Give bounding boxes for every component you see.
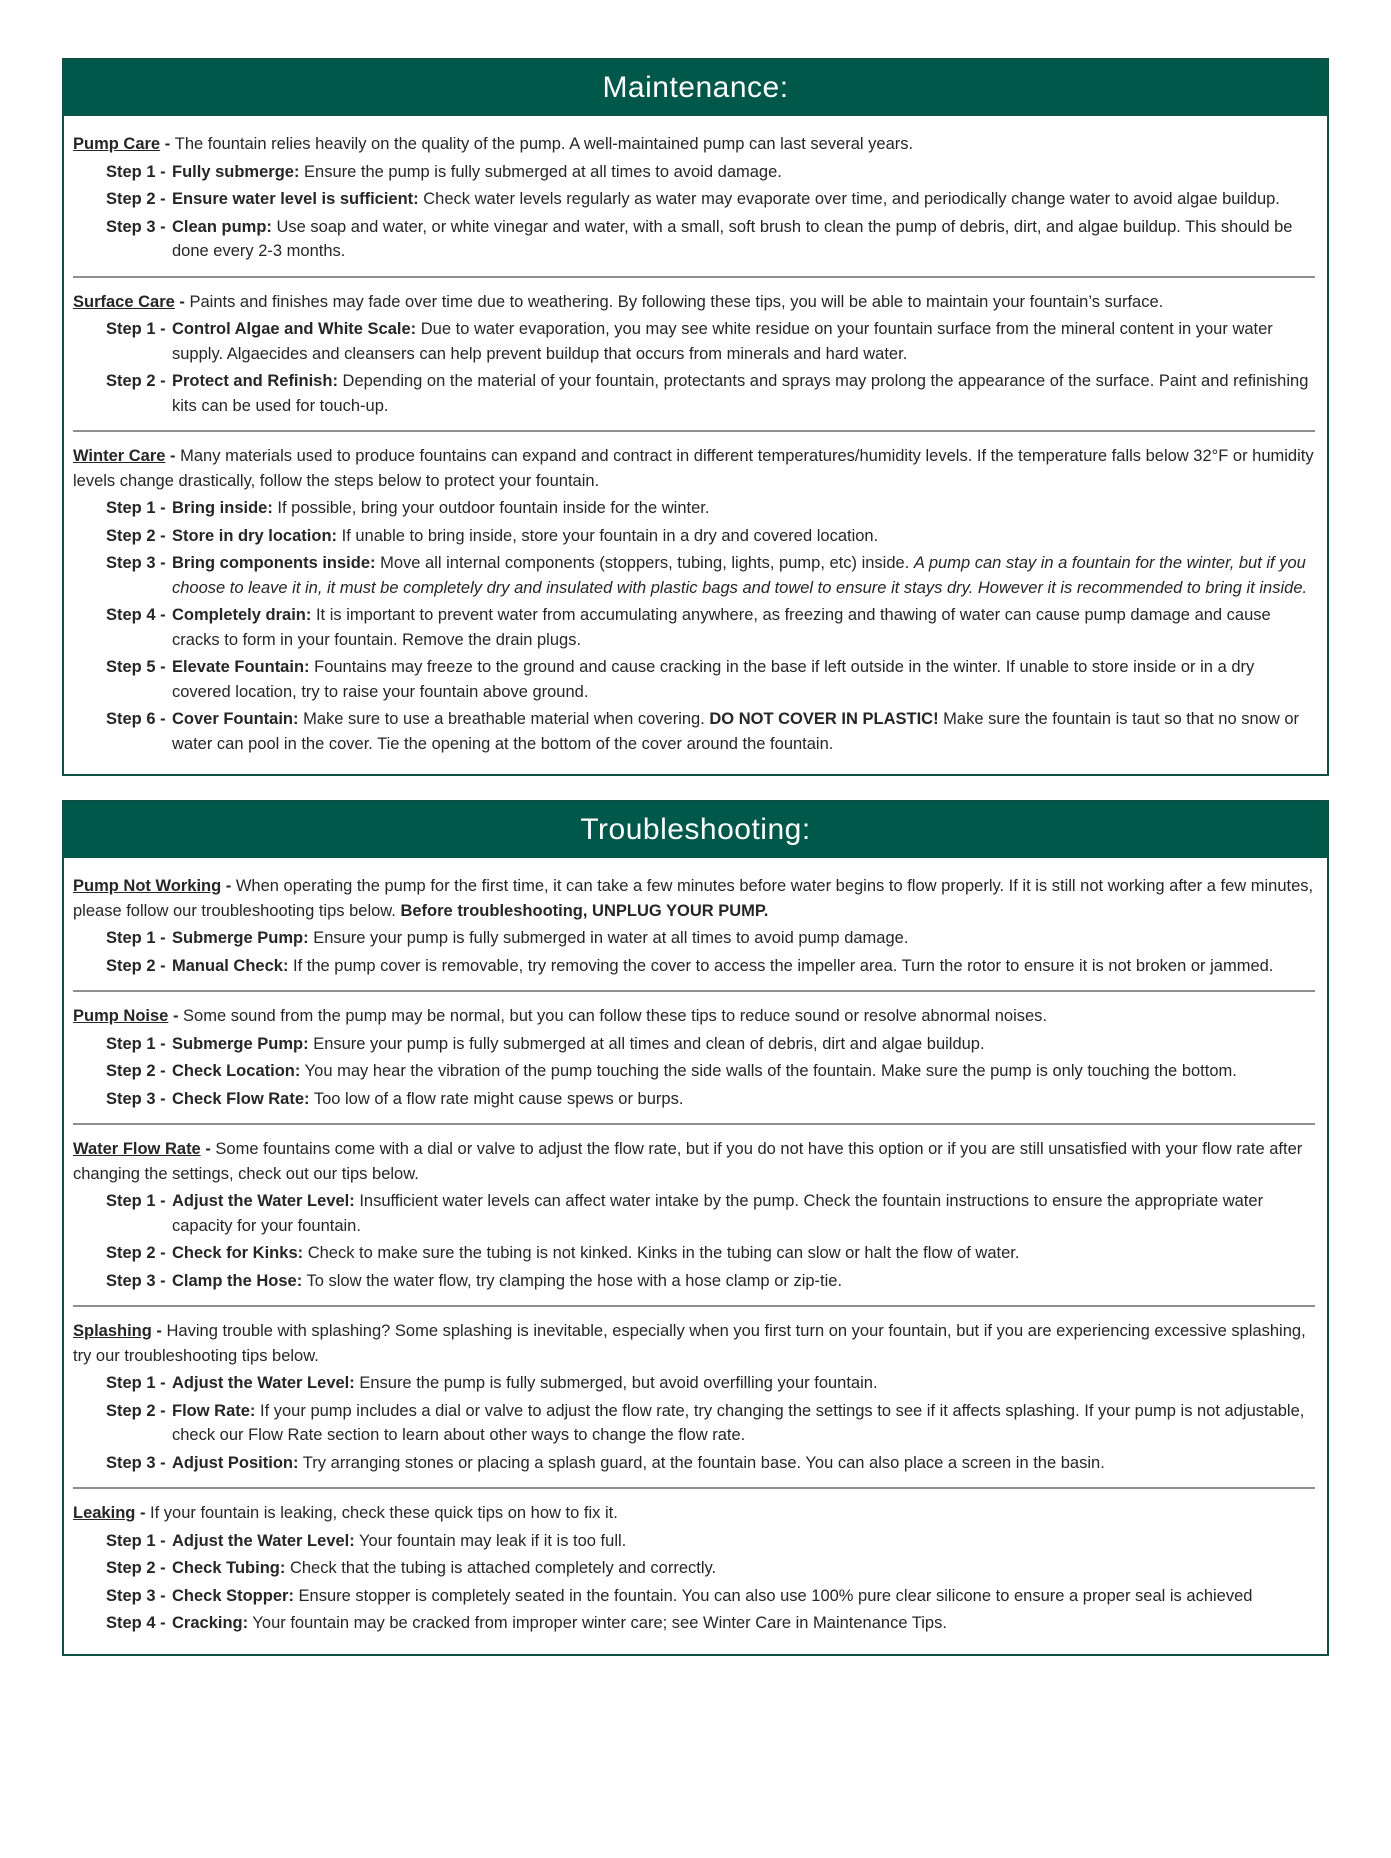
step-body — [172, 1032, 1315, 1057]
step-text: If possible, bring your outdoor fountain inside for the winter. — [272, 499, 710, 517]
step-text: You may hear the vibration of the pump touching the side walls of the fountain. Make sure the pump is only touching the bottom. — [300, 1062, 1237, 1080]
step-body — [172, 1059, 1315, 1084]
step-text: Ensure the pump is fully submerged, but avoid overfilling your fountain. — [354, 1374, 878, 1392]
step-body — [172, 1451, 1315, 1476]
step-row — [106, 1584, 1315, 1609]
step-text: Move all internal components (stoppers, tubing, lights, pump, etc) inside. — [375, 554, 914, 572]
step-text: Check water levels regularly as water may evaporate over time, and periodically change water to avoid algae buildup. — [418, 190, 1280, 208]
troubleshooting-panel — [62, 800, 1329, 1656]
step-label: Step 2 - — [106, 1244, 166, 1262]
step-body — [172, 1189, 1315, 1238]
group-intro-pump-care — [73, 132, 1315, 157]
section-divider — [73, 990, 1315, 992]
step-body — [172, 1087, 1315, 1112]
document — [0, 58, 1391, 1656]
section-divider — [73, 430, 1315, 432]
step-row — [106, 317, 1315, 366]
step-title: Check Tubing: — [172, 1559, 286, 1577]
step-text: If your pump includes a dial or valve to adjust the flow rate, try changing the settings to see if it affects splashing. If your pump is not adjustable, check our Flow Rate section to learn about other ways to change the flow rate. — [172, 1401, 1305, 1444]
step-row — [106, 524, 1315, 549]
step-label: Step 6 - — [106, 710, 166, 728]
step-body — [172, 215, 1315, 264]
intro-text: Some sound from the pump may be normal, but you can follow these tips to reduce sound or resolve abnormal noises. — [183, 1007, 1047, 1025]
heading-separator: - — [168, 1007, 184, 1025]
step-title: Cracking: — [172, 1614, 249, 1632]
group-heading: Water Flow Rate — [73, 1140, 201, 1158]
step-label: Step 3 - — [106, 1089, 166, 1108]
step-label: Step 1 - — [106, 1374, 166, 1392]
step-text: If the pump cover is removable, try removing the cover to access the impeller area. Turn the rotor to ensure it is not broken or jammed. — [288, 956, 1274, 975]
step-label: Step 2 - — [106, 1062, 166, 1080]
step-text: Ensure the pump is fully submerged at all times to avoid damage. — [299, 162, 782, 181]
step-row — [106, 160, 1315, 185]
step-text: Your fountain may be cracked from improper winter care; see Winter Care in Maintenance Tips. — [248, 1614, 947, 1632]
step-title: Adjust Position: — [172, 1453, 299, 1472]
step-label: Step 1 - — [106, 1034, 166, 1053]
step-title: Adjust the Water Level: — [172, 1374, 355, 1392]
step-text: Fountains may freeze to the ground and cause cracking in the base if left outside in the winter. If unable to store inside or in a dry covered location, try to raise your fountain above ground. — [172, 658, 1255, 701]
step-body — [172, 160, 1315, 185]
step-body — [172, 655, 1315, 704]
step-title: Cover Fountain: — [172, 710, 299, 728]
group-heading: Pump Not Working — [73, 877, 222, 895]
step-label: Step 1 - — [106, 162, 166, 181]
step-text: Your fountain may leak if it is too full. — [354, 1531, 627, 1550]
step-title: Store in dry location: — [172, 526, 338, 545]
step-row — [106, 1241, 1315, 1266]
maintenance-panel — [62, 58, 1329, 776]
step-title: Check Stopper: — [172, 1586, 294, 1605]
step-text: Make sure the fountain is taut so that no snow or water can pool in the cover. Tie the opening at the bottom of the cover around the fountain. — [172, 710, 1300, 753]
step-label: Step 2 - — [106, 1559, 166, 1577]
step-row — [106, 1451, 1315, 1476]
panel-body — [64, 116, 1327, 774]
step-body — [172, 317, 1315, 366]
group-intro-pump-not-working — [73, 874, 1315, 923]
step-text: Due to water evaporation, you may see white residue on your fountain surface from the mineral content in your water supply. Algaecides and cleansers can help prevent buildup that occurs from minerals and hard water. — [172, 320, 1273, 363]
intro-text: Paints and finishes may fade over time due to weathering. By following these tips, you will be able to maintain your fountain’s surface. — [189, 292, 1164, 311]
group-intro-splashing — [73, 1319, 1315, 1368]
step-label: Step 3 - — [106, 1586, 166, 1605]
heading-separator: - — [174, 292, 190, 311]
step-body — [172, 1611, 1315, 1636]
step-text: Check that the tubing is attached completely and correctly. — [285, 1559, 717, 1577]
step-body — [172, 603, 1315, 652]
step-row — [106, 1269, 1315, 1294]
group-intro-leaking — [73, 1501, 1315, 1526]
intro-text: Before troubleshooting, UNPLUG YOUR PUMP. — [400, 901, 769, 920]
step-title: Fully submerge: — [172, 162, 300, 181]
step-body — [172, 926, 1315, 951]
step-label: Step 4 - — [106, 606, 166, 624]
section-divider — [73, 1305, 1315, 1307]
step-title: Adjust the Water Level: — [172, 1192, 355, 1210]
step-body — [172, 1269, 1315, 1294]
step-title: Adjust the Water Level: — [172, 1531, 355, 1550]
step-label: Step 2 - — [106, 956, 166, 975]
step-body — [172, 707, 1315, 756]
step-row — [106, 603, 1315, 652]
step-text: Check to make sure the tubing is not kinked. Kinks in the tubing can slow or halt the flow of water. — [303, 1244, 1020, 1262]
step-title: Clamp the Hose: — [172, 1271, 303, 1290]
step-label: Step 1 - — [106, 499, 166, 517]
step-row — [106, 1189, 1315, 1238]
step-title: Clean pump: — [172, 217, 272, 236]
step-title: Bring components inside: — [172, 554, 376, 572]
step-body — [172, 1584, 1315, 1609]
group-heading: Pump Noise — [73, 1007, 169, 1025]
step-text: Ensure stopper is completely seated in the fountain. You can also use 100% pure clear silicone to ensure a proper seal is achieved — [293, 1586, 1253, 1605]
group-intro-surface-care — [73, 290, 1315, 315]
step-label: Step 3 - — [106, 1453, 166, 1472]
intro-text: Having trouble with splashing? Some splashing is inevitable, especially when you first turn on your fountain, but if you are experiencing excessive splashing, try our troubleshooting tips below. — [73, 1322, 1306, 1365]
group-heading: Pump Care — [73, 135, 161, 153]
step-text: Use soap and water, or white vinegar and water, with a small, soft brush to clean the pump of debris, dirt, and algae buildup. This should be done every 2-3 months. — [172, 217, 1293, 260]
step-body — [172, 1529, 1315, 1554]
section-divider — [73, 1487, 1315, 1489]
group-intro-pump-noise — [73, 1004, 1315, 1029]
intro-text: If your fountain is leaking, check these quick tips on how to fix it. — [150, 1504, 618, 1522]
step-title: Manual Check: — [172, 956, 289, 975]
step-label: Step 1 - — [106, 320, 166, 338]
step-text: Depending on the material of your fountain, protectants and sprays may prolong the appearance of the surface. Paint and refinishing kits can be used for touch-up. — [172, 372, 1309, 415]
step-text: Ensure your pump is fully submerged at all times and clean of debris, dirt and algae buildup. — [308, 1034, 985, 1053]
step-text: Insufficient water levels can affect water intake by the pump. Check the fountain instructions to ensure the appropriate water capacity for your fountain. — [172, 1192, 1264, 1235]
intro-text: When operating the pump for the first time, it can take a few minutes before water begins to flow properly. If it is still not working after a few minutes, please follow our troubleshooting tips below. — [73, 877, 1314, 920]
step-row — [106, 1529, 1315, 1554]
step-row — [106, 1611, 1315, 1636]
section-divider — [73, 276, 1315, 278]
step-label: Step 2 - — [106, 190, 166, 208]
step-body — [172, 954, 1315, 979]
step-label: Step 2 - — [106, 372, 166, 390]
step-row — [106, 1087, 1315, 1112]
panel-title: Maintenance: — [602, 70, 789, 104]
step-row — [106, 369, 1315, 418]
step-body — [172, 551, 1315, 600]
heading-separator: - — [135, 1504, 151, 1522]
step-row — [106, 187, 1315, 212]
group-heading: Winter Care — [73, 447, 166, 465]
step-text: To slow the water flow, try clamping the hose with a hose clamp or zip-tie. — [302, 1271, 843, 1290]
step-title: Completely drain: — [172, 606, 312, 624]
step-row — [106, 1059, 1315, 1084]
step-row — [106, 1399, 1315, 1448]
step-row — [106, 1556, 1315, 1581]
heading-separator: - — [151, 1322, 167, 1340]
step-row — [106, 551, 1315, 600]
step-title: Protect and Refinish: — [172, 372, 338, 390]
step-row — [106, 655, 1315, 704]
step-text: Ensure your pump is fully submerged in water at all times to avoid pump damage. — [308, 929, 909, 947]
step-title: Elevate Fountain: — [172, 658, 310, 676]
step-title: Flow Rate: — [172, 1401, 256, 1420]
step-text: Make sure to use a breathable material when covering. — [298, 710, 710, 728]
step-row — [106, 215, 1315, 264]
step-title: Check Flow Rate: — [172, 1089, 310, 1108]
step-body — [172, 496, 1315, 521]
group-heading: Splashing — [73, 1322, 152, 1340]
group-intro-water-flow-rate — [73, 1137, 1315, 1186]
heading-separator: - — [221, 877, 236, 895]
panel-body — [64, 858, 1327, 1654]
step-body — [172, 524, 1315, 549]
step-label: Step 3 - — [106, 217, 166, 236]
step-label: Step 3 - — [106, 1271, 166, 1290]
panel-title: Troubleshooting: — [580, 812, 811, 846]
step-label: Step 2 - — [106, 1401, 166, 1420]
step-body — [172, 369, 1315, 418]
heading-separator: - — [165, 447, 181, 465]
step-label: Step 1 - — [106, 1531, 166, 1550]
step-body — [172, 1371, 1315, 1396]
step-row — [106, 954, 1315, 979]
step-label: Step 4 - — [106, 1614, 166, 1632]
step-body — [172, 1556, 1315, 1581]
step-text: DO NOT COVER IN PLASTIC! — [709, 710, 939, 728]
panel-header — [64, 60, 1327, 116]
step-title: Ensure water level is sufficient: — [172, 190, 419, 208]
group-heading: Surface Care — [73, 292, 175, 311]
step-row — [106, 496, 1315, 521]
step-label: Step 3 - — [106, 554, 166, 572]
panel-header — [64, 802, 1327, 858]
step-text: It is important to prevent water from accumulating anywhere, as freezing and thawing of water can cause pump damage and cause cracks to form in your fountain. Remove the drain plugs. — [172, 606, 1271, 649]
intro-text: Some fountains come with a dial or valve to adjust the flow rate, but if you do not have this option or if you are still unsatisfied with your flow rate after changing the settings, check out our tips below. — [73, 1140, 1303, 1183]
step-body — [172, 187, 1315, 212]
heading-separator: - — [160, 135, 175, 153]
step-text: A pump can stay in a fountain for the winter, but if you choose to leave it in, it must be completely dry and insulated with plastic bags and towel to ensure it stays dry. However it is recommended to bring it inside. — [172, 554, 1308, 597]
step-row — [106, 707, 1315, 756]
step-row — [106, 1371, 1315, 1396]
step-row — [106, 926, 1315, 951]
step-text: Try arranging stones or placing a splash guard, at the fountain base. You can also place a screen in the basin. — [298, 1453, 1105, 1472]
step-title: Submerge Pump: — [172, 1034, 309, 1053]
step-label: Step 2 - — [106, 526, 166, 545]
step-row — [106, 1032, 1315, 1057]
group-heading: Leaking — [73, 1504, 136, 1522]
intro-text: The fountain relies heavily on the quality of the pump. A well-maintained pump can last several years. — [174, 135, 914, 153]
step-title: Control Algae and White Scale: — [172, 320, 417, 338]
intro-text: Many materials used to produce fountains can expand and contract in different temperatures/humidity levels. If the temperature falls below 32°F or humidity levels change drastically, follow the steps below to protect your fountain. — [73, 447, 1314, 490]
step-title: Bring inside: — [172, 499, 273, 517]
step-title: Submerge Pump: — [172, 929, 309, 947]
step-body — [172, 1241, 1315, 1266]
step-body — [172, 1399, 1315, 1448]
heading-separator: - — [200, 1140, 216, 1158]
step-label: Step 5 - — [106, 658, 166, 676]
step-label: Step 1 - — [106, 929, 166, 947]
step-title: Check for Kinks: — [172, 1244, 304, 1262]
step-title: Check Location: — [172, 1062, 301, 1080]
step-label: Step 1 - — [106, 1192, 166, 1210]
step-text: Too low of a flow rate might cause spews or burps. — [309, 1089, 684, 1108]
section-divider — [73, 1123, 1315, 1125]
step-text: If unable to bring inside, store your fountain in a dry and covered location. — [337, 526, 879, 545]
group-intro-winter-care — [73, 444, 1315, 493]
